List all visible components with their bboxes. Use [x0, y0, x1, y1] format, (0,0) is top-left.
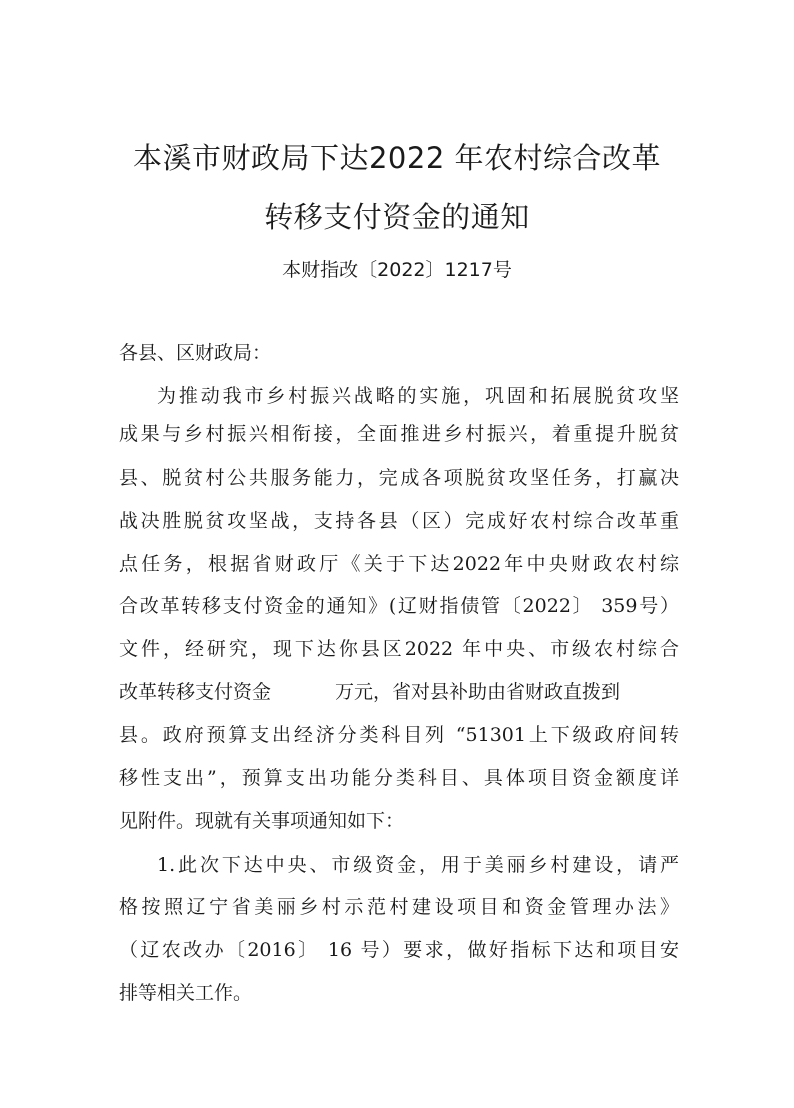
- document-number: 本财指改〔2022〕1217号: [282, 259, 512, 281]
- paragraph-1-line-5: 点任务，根据省财政厅《关于下达2022年中央财政农村综: [119, 553, 679, 575]
- paragraph-1-line-10: 移性支出”，预算支出功能分类科目、具体项目资金额度详: [119, 767, 679, 789]
- item-1-line-1: 1.此次下达中央、市级资金，用于美丽乡村建设，请严: [157, 854, 679, 876]
- document-title-line-2: 转移支付资金的通知: [264, 200, 530, 234]
- paragraph-1-line-2: 成果与乡村振兴相衔接，全面推进乡村振兴，着重提升脱贫: [119, 423, 679, 445]
- salutation: 各县、区财政局：: [119, 342, 272, 364]
- paragraph-1-line-1: 为推动我市乡村振兴战略的实施，巩固和拓展脱贫攻坚: [157, 385, 679, 407]
- item-1-line-4: 排等相关工作。: [119, 982, 253, 1004]
- paragraph-1-line-11: 见附件。现就有关事项通知如下：: [119, 810, 405, 832]
- paragraph-1-line-8-part-b: 万元，省对县补助由省财政直拨到: [335, 681, 621, 703]
- paragraph-1-line-7: 文件，经研究，现下达你县区2022 年中央、市级农村综合: [119, 638, 679, 660]
- paragraph-1-line-8: [119, 679, 679, 705]
- document-title-line-1: 本溪市财政局下达2022 年农村综合改革: [132, 141, 662, 175]
- item-1-line-3: （辽农改办〔2016〕 16 号）要求，做好指标下达和项目安: [119, 939, 679, 961]
- item-1-line-2: 格按照辽宁省美丽乡村示范村建设项目和资金管理办法》: [119, 896, 679, 918]
- paragraph-1-line-4: 战决胜脱贫攻坚战，支持各县（区）完成好农村综合改革重: [119, 510, 679, 532]
- paragraph-1-line-6: 合改革转移支付资金的通知》(辽财指债管〔2022〕 359号）: [119, 595, 679, 617]
- paragraph-1-line-8-part-a: 改革转移支付资金: [119, 681, 272, 703]
- paragraph-1-line-3: 县、脱贫村公共服务能力，完成各项脱贫攻坚任务，打赢决: [119, 467, 679, 489]
- paragraph-1-line-9: 县。政府预算支出经济分类科目列 “51301上下级政府间转: [119, 724, 679, 746]
